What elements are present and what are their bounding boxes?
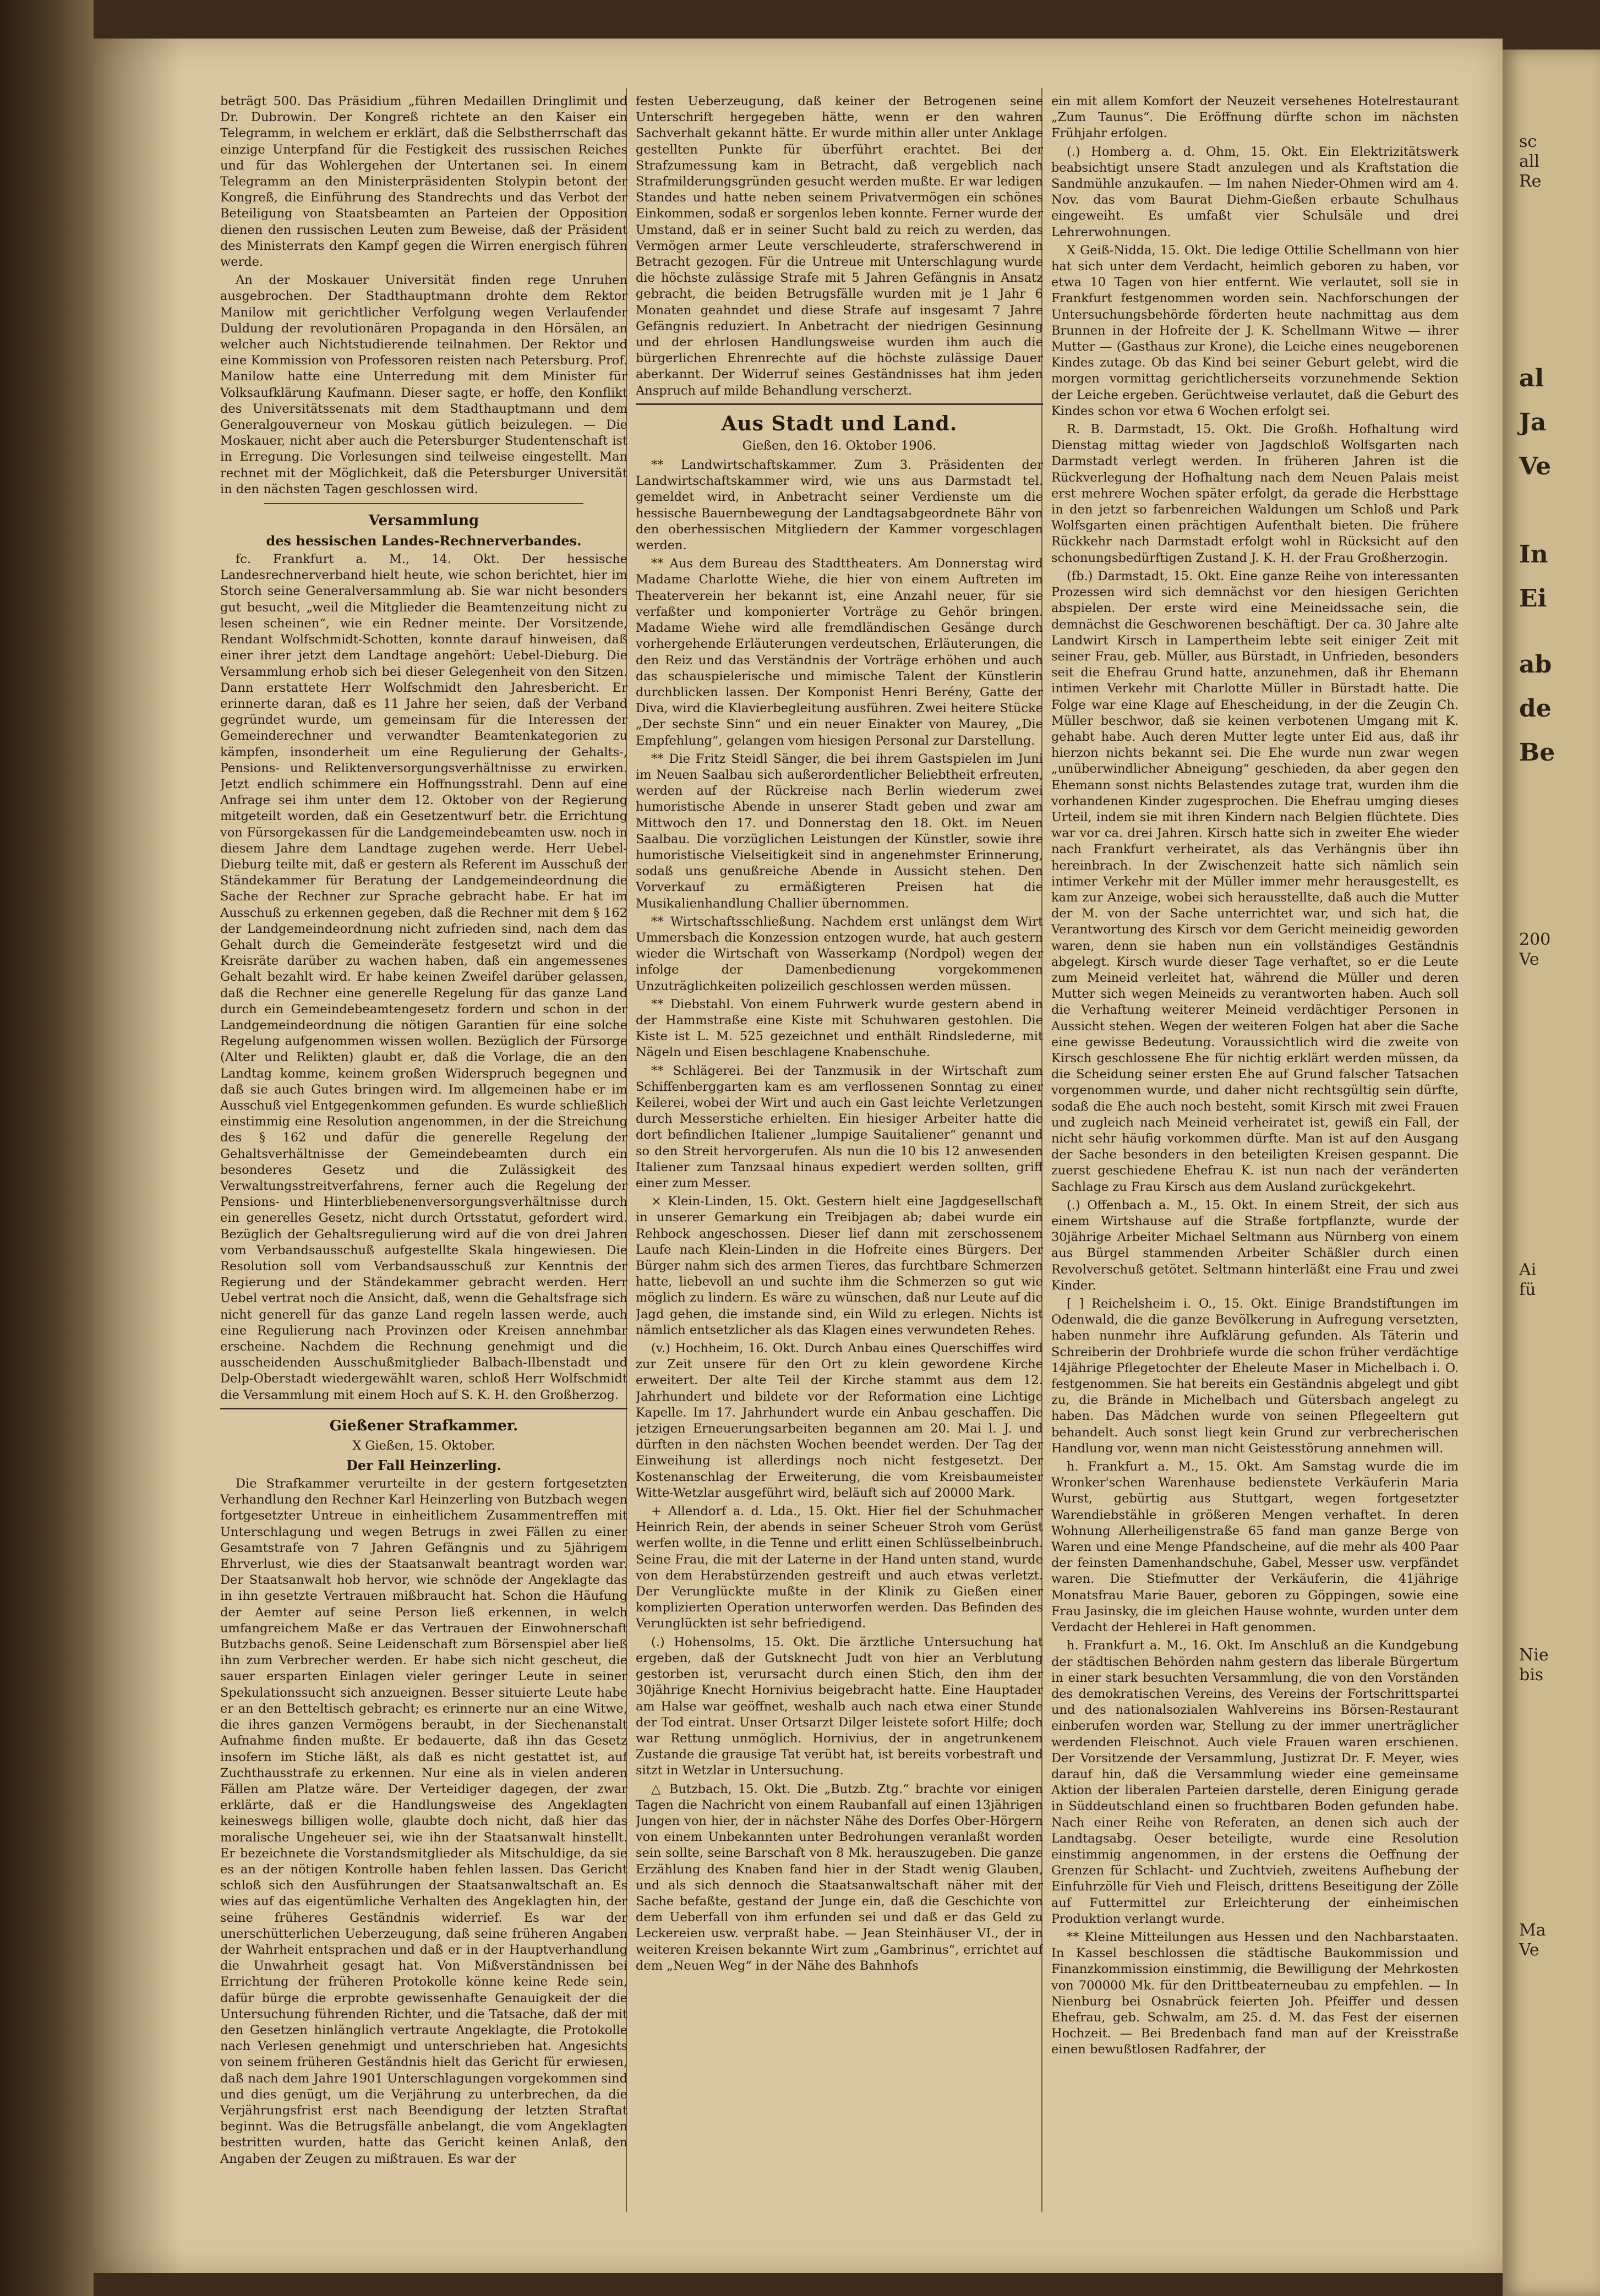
column-3 bbox=[1051, 94, 1459, 2201]
dateline: X Gießen, 15. Oktober. bbox=[352, 1438, 495, 1453]
news-item: ** Diebstahl. Von einem Fuhrwerk wurde gestern abend in der Hammstraße eine Kiste mit Schuhwaren gestohlen. Die Kiste ist L. M. 525 gezeichnet und enthält Rindslederne, mit Nägeln und Eisen beschlagene Knabenschuhe. bbox=[636, 997, 1043, 1060]
divider bbox=[636, 403, 1043, 405]
news-item: h. Frankfurt a. M., 15. Okt. Am Samstag wurde die im Wronker'schen Warenhause bedienstete Verkäuferin Maria Wurst, gebürtig aus Stuttgart, wegen fortgesetzter Warendiebstähle in größeren Mengen verhaftet. In deren Wohnung Allerheiligenstraße 65 fand man ganze Berge von Waren und eine Menge Pfandscheine, auf die mehr als 400 Paar der feinsten Damenhandschuhe, Gabel, Messer usw. verpfändet waren. Die Stiefmutter der Verkäuferin, die 41jährige Monatsfrau Marie Bauer, geboren zu Göppingen, sowie eine Frau Jasinsky, die im gleichen Hause wohnte, wurden unter dem Verdacht der Hehlerei in Haft genommen. bbox=[1051, 1459, 1459, 1635]
article-headline: Gießener Strafkammer. bbox=[329, 1417, 518, 1434]
dateline: Gießen, den 16. Oktober 1906. bbox=[742, 438, 937, 453]
divider bbox=[220, 1408, 627, 1409]
article-headline: Versammlung bbox=[368, 512, 479, 529]
news-item: (.) Offenbach a. M., 15. Okt. In einem Streit, der sich aus einem Wirtshause auf die Straße fortpflanzte, wurde der 30jährige Arbeiter Michael Seltmann aus Nürnberg von einem aus Bürgel stammenden Arbeiter Schäßler durch einen Revolverschuß getötet. Seltmann hinterläßt eine Frau und zwei Kinder. bbox=[1051, 1198, 1459, 1293]
article-subheadline: Der Fall Heinzerling. bbox=[346, 1457, 501, 1474]
article-text: beträgt 500. Das Präsidium „führen Medaillen Dringlimit und Dr. Dubrowin. Der Kongreß richtete an den Kaiser ein Telegramm, in welchem er erklärt, daß die Selbstherrschaft das einzige Unterpfand für die Festigkeit des russischen Reiches und für das Wohlergehen der Untertanen sei. In einem Telegramm an den Ministerpräsidenten Stolypin betont der Kongreß, die Einführung des Standrechts und das Verbot der Beteiligung von Staatsbeamten an Parteien der Opposition dienen den russischen Leuten zum Beweise, daß der Präsident des Ministerrats den Kampf gegen die Wirren energisch führen werde. bbox=[220, 94, 627, 270]
news-item: h. Frankfurt a. M., 16. Okt. Im Anschluß an die Kundgebung der städtischen Behörden nahm gestern das liberale Bürgertum in einer stark besuchten Versammlung, die von den Vorständen des demokratischen Vereins, des Vereins der Fortschrittspartei und des nationalsozialen Wahlvereins ins Börsen-Restaurant einberufen worden war, Stellung zu der immer unerträglicher werdenden Fleischnot. Auch viele Frauen waren erschienen. Der Vorsitzende der Versammlung, Justizrat Dr. F. Meyer, wies darauf hin, daß die Versammlung wieder eine gemeinsame Aktion der liberalen Parteien darstelle, deren Einigung gerade in Süddeutschland einen so fruchtbaren Boden gefunden habe. Nach einer Reihe von Referaten, an denen sich auch der Landtagsabg. Oeser beteiligte, wurde eine Resolution einstimmig angenommen, in der erstens die Oeffnung der Grenzen für Schlacht- und Zuchtvieh, zweitens Aufhebung der Einfuhrzölle für Vieh und Fleisch, drittens Beseitigung der Zölle auf Futtermittel zur Erleichterung der einheimischen Produktion verlangt wurde. bbox=[1051, 1638, 1459, 1926]
news-item: ** Kleine Mitteilungen aus Hessen und den Nachbarstaaten. In Kassel beschlossen die städtische Baukommission und Finanzkommission einstimmig, die Bewilligung der Mehrkosten von 700000 Mk. für den Drittbeaterneubau zu empfehlen. — In Nienburg bei Osnabrück feierten Joh. Pfeiffer und dessen Ehefrau, geb. Schwalm, am 25. d. M. das Fest der eisernen Hochzeit. — Bei Bredenbach fand man auf der Kreisstraße einen bewußtlosen Radfahrer, der bbox=[1051, 1929, 1459, 2057]
news-item: X Geiß-Nidda, 15. Okt. Die ledige Ottilie Schellmann von hier hat sich unter dem Verdacht, heimlich geboren zu haben, vor etwa 10 Tagen von hier entfernt. Wie verlautet, soll sie in Frankfurt festgenommen worden sein. Nachforschungen der Untersuchungsbehörde förderten heute nachmittag aus dem Brunnen in der Hofreite der J. K. Schellmann Witwe — ihrer Mutter — (Gasthaus zur Krone), die Leiche eines neugeborenen Kindes zutage. Ob das Kind bei seiner Geburt gelebt, wird die morgen vormittag gerichtlicherseits vorzunehmende Sektion der Leiche ergeben. Gerüchtweise verlautet, daß die Geburt des Kindes schon vor etwa 6 Wochen erfolgt sei. bbox=[1051, 243, 1459, 418]
news-item: ** Die Fritz Steidl Sänger, die bei ihrem Gastspielen im Juni im Neuen Saalbau sich außerordentlicher Beliebtheit erfreuten, werden auf der Rückreise nach Berlin wiederum zwei humoristische Abende in unserer Stadt geben und zwar am Mittwoch den 17. und Donnerstag den 18. Okt. im Neuen Saalbau. Die vorzüglichen Leistungen der Künstler, sowie ihre humoristische Vielseitigkeit sind in angenehmster Erinnerung, sodaß uns genußreiche Abende in Aussicht stehen. Den Vorverkauf zu ermäßigteren Preisen hat die Musikalienhandlung Challier übernommen. bbox=[636, 751, 1043, 911]
article-text: fc. Frankfurt a. M., 14. Okt. Der hessische Landesrechnerverband hielt heute, wie schon berichtet, hier im Storch seine Generalversammlung ab. Sie war nicht besonders gut besucht, „weil die Mitglieder die Beamtenzeitung nicht zu lesen scheinen“, wie ein Redner meinte. Der Vorsitzende, Rendant Wolfschmidt-Schotten, konnte darauf hinweisen, daß einer ihrer jetzt dem Landtage angehört: Uebel-Dieburg. Die Versammlung erhob sich bei dieser Gelegenheit von den Sitzen. Dann erstattete Herr Wolfschmidt den Jahresbericht. Er erinnerte daran, daß es 11 Jahre her seien, daß der Verband gegründet wurde, um gemeinsam für die Interessen der Gemeinderechner und verwandter Beamtenkategorien zu kämpfen, insonderheit um eine Regulierung der Gehalts-, Pensions- und Reliktenversorgungsverhältnisse zu erwirken. Jetzt endlich schimmere ein Hoffnungsstrahl. Denn auf eine Anfrage sei ihm unter dem 12. Oktober von der Regierung mitgeteilt worden, daß ein Gesetzentwurf betr. die Errichtung von Fürsorgekassen für die Landgemeindebeamten usw. noch in diesem Jahre dem Landtage zugehen werde. Herr Uebel-Dieburg teilte mit, daß er gestern als Referent im Ausschuß der Ständekammer für Beratung der Landgemeindeordnung die Sache der Rechner zur Sprache gebracht habe. Er hat im Ausschuß zu erkennen gegeben, daß die Rechner mit dem § 162 der Landgemeindeordnung nicht zufrieden sind, nach dem das Gehalt durch die Gemeinderäte festgesetzt wird und die Kreisräte darüber zu wachen haben, daß ein angemessenes Gehalt bezahlt wird. Er habe keinen Zweifel darüber gelassen, daß die Rechner eine generelle Regelung für das ganze Land durch ein Gemeindebeamtengesetz fordern und schon in der Landgemeindeordnung die nötigen Garantien für eine solche Regelung aufgenommen wissen wollen. Bezüglich der Fürsorge (Alter und Relikten) glaubt er, daß die Vorlage, die an den Landtag komme, keinem großen Widerspruch begegnen und daß sie auch Gutes bringen wird. Im allgemeinen habe er im Ausschuß viel Entgegenkommen gefunden. Es wurde schließlich einstimmig eine Resolution angenommen, in der die Streichung des § 162 und dafür die generelle Regelung der Gehaltsverhältnisse der Gemeindebeamten durch ein besonderes Gesetz und die Zulässigkeit des Verwaltungsstreitverfahrens, ferner auch die Regelung der Pensions- und Hinterbliebenenversorgungsverhältnisse durch ein generelles Gesetz, nicht durch Ortsstatut, gefordert wird. Bezüglich der Gehaltsregulierung wird auf die von drei Jahren vom Verbandsausschuß aufgestellte Skala hingewiesen. Die Resolution soll vom Verbandsausschuß zur Kenntnis der Regierung und der Ständekammer gebracht werden. Herr Uebel vertrat noch die Ansicht, daß, wenn die Gehaltsfrage sich nicht generell für das ganze Land regeln lassen werde, auch eine Regulierung nach Provinzen oder Kreisen annehmbar erscheine. Nachdem die Rechnung genehmigt und die ausscheidenden Ausschußmitglieder Balbach-Ilbenstadt und Delp-Oberstadt wiedergewählt waren, schloß Herr Wolfschmidt die Versammlung mit einem Hoch auf S. K. H. den Großherzog. bbox=[220, 552, 627, 1402]
news-item: ** Landwirtschaftskammer. Zum 3. Präsidenten der Landwirtschaftskammer wird, wie uns aus Darmstadt tel. gemeldet wird, in Anbetracht seiner Verdienste um die hessische Bauernbewegung der Landtagsabgeordnete Bähr von den oberhessischen Mitgliedern der Kammer vorgeschlagen werden. bbox=[636, 458, 1043, 553]
adjacent-page-edge: sc all Re al Ja Ve In Ei ab de Be 200 Ve Ai fü Nie bis Ma Ve bbox=[1503, 50, 1600, 2296]
news-item: (v.) Hochheim, 16. Okt. Durch Anbau eines Querschiffes wird zur Zeit unsere für den Ort zu klein gewordene Kirche erweitert. Der alte Teil der Kirche stammt aus dem 12. Jahrhundert und bildete vor der Reformation eine Lichtige Kapelle. Im 17. Jahrhundert wurde ein Anbau geschaffen. Die jetzigen Erneuerungsarbeiten begannen am 20. Mai l. J. und dürften in den nächsten Wochen beendet werden. Der Tag der Einweihung ist allerdings noch nicht festgesetzt. Der Kostenanschlag der Erweiterung, die vom Kreisbaumeister Witte-Wetzlar ausgeführt wird, beläuft sich auf 20000 Mark. bbox=[636, 1341, 1043, 1500]
news-item: + Allendorf a. d. Lda., 15. Okt. Hier fiel der Schuhmacher Heinrich Rein, der abends in seiner Scheuer Stroh vom Gerüst werfen wollte, in die Tenne und erlitt einen Schlüsselbeinbruch. Seine Frau, die mit der Laterne in der Hand unten stand, wurde von dem Herabstürzenden gestreift und auch etwas verletzt. Der Verunglückte mußte in der Klinik zu Gießen einer komplizierten Operation unterworfen werden. Das Befinden des Verunglückten ist sehr befriedigend. bbox=[636, 1504, 1043, 1631]
news-item: R. B. Darmstadt, 15. Okt. Die Großh. Hofhaltung wird Dienstag mittag wieder von Jagdschloß Wolfsgarten nach Darmstadt verlegt werden. In früheren Jahren ist die Rückverlegung der Hofhaltung nach dem Neuen Palais meist erst mehrere Wochen später erfolgt, da gerade die Herbsttage in den jetzt so farbenreichen Waldungen um Schloß und Park Wolfsgarten einen prächtigen Aufenthalt bieten. Die frühere Rückkehr nach Darmstadt erfolgt wohl in Rücksicht auf den schonungsbedürftigen Zustand J. K. H. der Frau Großherzogin. bbox=[1051, 422, 1459, 565]
news-item: ** Wirtschaftsschließung. Nachdem erst unlängst dem Wirt Ummersbach die Konzession entzogen wurde, hat auch gestern wieder die Wirtschaft von Wasserkamp (Nordpol) wegen der infolge der Damenbedienung vorgekommenen Unzuträglichkeiten polizeilich geschlossen werden müssen. bbox=[636, 914, 1043, 993]
news-item: ein mit allem Komfort der Neuzeit versehenes Hotelrestaurant „Zum Taunus“. Die Eröffnung dürfte schon im nächsten Frühjahr erfolgen. bbox=[1051, 94, 1459, 141]
article-text: festen Ueberzeugung, daß keiner der Betrogenen seine Unterschrift hergegeben hätte, wenn er den wahren Sachverhalt gekannt hätte. Er wurde mithin aller unter Anklage gestellten Punkte für überführt erachtet. Bei der Strafzumessung kam in Betracht, daß vergeblich nach Strafmilderungsgründen gesucht werden mußte. Er war ledigen Standes und hatte neben seinem Privatvermögen ein schönes Einkommen, sodaß er sorgenlos leben konnte. Ferner wurde der Umstand, daß er in seiner Sucht bald zu reich zu werden, das Vermögen armer Leute verschleuderte, straferschwerend in Betracht gezogen. Für die Untreue mit Unterschlagung wurde die höchste zulässige Strafe mit 5 Jahren Gefängnis in Ansatz gebracht, die beiden Betrugsfälle wurden mit je 1 Jahr 6 Monaten geahndet und diese Strafe auf insgesamt 7 Jahre Gefängnis reduziert. In Anbetracht der niedrigen Gesinnung und der ehrlosen Handlungsweise wurden ihm auch die bürgerlichen Ehrenrechte auf die höchste zulässige Dauer aberkannt. Der Widerruf seines Geständnisses hat ihm jeden Anspruch auf milde Behandlung verscherzt. bbox=[636, 94, 1043, 398]
news-item: (fb.) Darmstadt, 15. Okt. Eine ganze Reihe von interessanten Prozessen wird sich demnächst vor den hiesigen Gerichten abspielen. Der erste wird eine Meineidssache sein, die demnächst die Geschworenen beschäftigt. Der ca. 30 Jahre alte Landwirt Kirsch in Lampertheim lebte seit einiger Zeit mit seiner Frau, geb. Müller, aus Bürstadt, in Unfrieden, besonders seit die Ehefrau Grund hatte, anzunehmen, daß ihr Ehemann intimen Verkehr mit Charlotte Müller in Bürstadt hatte. Die Folge war eine Klage auf Ehescheidung, in der die Zeugin Ch. Müller beschwor, daß sie keinen verbotenen Umgang mit K. gehabt habe. Auch deren Mutter legte unter Eid aus, daß ihr hierzon nichts bekannt sei. Die Ehe wurde nun zwar wegen „unüberwindlicher Abneigung“ geschieden, da aber gegen den Ehemann sonst nichts Belastendes zutage trat, wurden ihm die vorhandenen Kinder zugesprochen. Die Ehefrau umging dieses Urteil, indem sie mit ihren Kindern nach Belgien flüchtete. Dies war vor ca. drei Jahren. Kirsch hatte sich in zweiter Ehe wieder nach Frankfurt verheiratet, als das Verhängnis über ihn hereinbrach. In der Zwischenzeit hatte sich nämlich sein intimer Verkehr mit der Müller immer mehr herausgestellt, es kam zur Anzeige, wobei sich herausstellte, daß auch die Mutter der M. von der Sache unterrichtet war, und sich hat, die Verantwortung des Kirsch vor dem Gericht meineidig geworden waren, denn sie haben nun ein vollständiges Geständnis abgelegt. Kirsch wurde dieser Tage verhaftet, so er die Leute zum Meineid verleitet hat, während die Müller und deren Mutter sich wegen Meineids zu verantworten haben. Auch soll die Verhaftung weiterer Meineid verdächtiger Personen in Aussicht stehen. Wegen der weiteren Folgen hat aber die Sache eine gewisse Bedeutung. Voraussichtlich wird die zweite von Kirsch geschlossene Ehe für nichtig erklärt werden müssen, da die Scheidung seiner ersten Ehe auf Grund falscher Tatsachen vorgenommen wurde, und daher nicht rechtsgültig sein dürfte, sodaß die Ehe auch noch besteht, somit Kirsch mit zwei Frauen und zugleich nach Meineid verheiratet ist, gewiß ein Fall, der nicht sehr häufig vorkommen dürfte. Man ist auf den Ausgang der Sache besonders in den beteiligten Kreisen gespannt. Die zuerst geschiedene Ehefrau K. ist nun nach der veränderten Sachlage zu Frau Kirsch aus dem Ausland zurückgekehrt. bbox=[1051, 568, 1459, 1194]
news-item: △ Butzbach, 15. Okt. Die „Butzb. Ztg.“ brachte vor einigen Tagen die Nachricht von einem Raubanfall auf einen 13jährigen Jungen von hier, der in nächster Nähe des Dorfes Ober-Hörgern von einem Unbekannten unter Bedrohungen veranlaßt worden sein sollte, seine Barschaft von 8 Mk. herauszugeben. Die ganze Erzählung des Knaben fand hier in der Stadt wenig Glauben, und als sich dennoch die Staatsanwaltschaft näher mit der Sache befaßte, gestand der Junge ein, daß die Geschichte von dem Ueberfall von ihm erfunden sei und daß er das Geld zu Leckereien usw. verpraßt habe. — Jean Steinhäuser VI., der in weiteren Kreisen bekannte Wirt zum „Gambrinus“, errichtet auf dem „Neuen Weg“ in der Nähe des Bahnhofs bbox=[636, 1781, 1043, 1973]
news-item: (.) Homberg a. d. Ohm, 15. Okt. Ein Elektrizitätswerk beabsichtigt unsere Stadt anzulegen und als Kraftstation die Sandmühle anzukaufen. — Im nahen Nieder-Ohmen wird am 4. Nov. das vom Baurat Diehm-Gießen erbaute Schulhaus eingeweiht. Es umfaßt vier Schulsäle und drei Lehrerwohnungen. bbox=[1051, 144, 1459, 239]
column-2 bbox=[636, 94, 1043, 2201]
news-item: [ ] Reichelsheim i. O., 15. Okt. Einige Brandstiftungen im Odenwald, die die ganze Bevölkerung in Aufregung versetzten, haben nunmehr ihre Aufklärung gefunden. Als Täterin und Schreiberin der Drohbriefe wurde die schon früher verdächtige 14jährige Pflegetochter der Eheleute Maser in Michelbach i. O. festgenommen. Sie hat bereits ein Geständnis abgelegt und gibt zu, die Brände in Michelbach und Gütersbach angelegt zu haben. Das Mädchen wurde von seinen Pflegeeltern gut behandelt. Auch sonst liegt kein Grund zur verbrecherischen Handlung vor, wenn man nicht Geistesstörung annehmen will. bbox=[1051, 1297, 1459, 1456]
column-1 bbox=[220, 94, 627, 2201]
divider bbox=[264, 503, 583, 504]
news-item: ** Schlägerei. Bei der Tanzmusik in der Wirtschaft zum Schiffenberggarten kam es am verflossenen Sonntag zu einer Keilerei, wobei der Wirt und auch ein Gast leichte Verletzungen durch Messerstiche erhielten. Ein hiesiger Arbeiter hatte die dort befindlichen Italiener „lumpige Sauitaliener“ genannt und so den Streit hervorgerufen. Als nun die 10 bis 12 anwesenden Italiener zum Tanzsaal hinaus expediert werden sollten, griff einer zum Messer. bbox=[636, 1063, 1043, 1190]
book-binding bbox=[0, 0, 94, 2296]
section-headline: Aus Stadt und Land. bbox=[721, 412, 958, 435]
news-item: ** Aus dem Bureau des Stadttheaters. Am Donnerstag wird Madame Charlotte Wiehe, die hier von einem Auftreten im Theaterverein her bekannt ist, eine Anzahl neuer, für sie verfaßter und komponierter Vorträge zu Gehör bringen. Madame Wiehe wird alle fremdländischen Gesänge durch vorhergehende Erläuterungen verdeutschen, Erläuterungen, die den Reiz und das Verständnis der Vorträge erhöhen und auch das schauspielerische und mimische Talent der Künstlerin durchblicken lassen. Der Komponist Henri Berény, Gatte der Diva, wird die Klavierbegleitung ausführen. Zwei heitere Stücke „Der sechste Sinn“ und ein neuer Einakter von Maurey, „Die Empfehlung“, gelangen vom hiesigen Personal zur Darstellung. bbox=[636, 556, 1043, 748]
article-text: Die Strafkammer verurteilte in der gestern fortgesetzten Verhandlung den Rechner Karl Heinzerling von Butzbach wegen fortgesetzter Untreue in einheitlichem Zusammentreffen mit Unterschlagung und wegen Betrugs in zwei Fällen zu einer Gesamtstrafe von 7 Jahren Gefängnis und zu 5jährigem Ehrverlust, wie dies der Staatsanwalt beantragt worden war. Der Staatsanwalt hob hervor, wie schnöde der Angeklagte das in ihn gesetzte Vertrauen mißbraucht hat. Schon die Häufung der Aemter auf seine Person ließ erkennen, in welch umfangreichem Maße er das Vertrauen der Einwohnerschaft Butzbachs genoß. Seine Leidenschaft zum Börsenspiel aber ließ ihn zum Verbrecher werden. Er habe sich nicht gescheut, die sauer ersparten Einlagen vieler geringer Leute in seiner Spekulationssucht sich anzueignen. Besser situierte Leute habe er an den Betteltisch gebracht; es erinnerte nur an eine Witwe, die ihres ganzen Vermögens beraubt, in der Siechenanstalt Aufnahme finden mußte. Er bedauerte, daß ihn das Gesetz insofern im Stiche läßt, als daß es nicht gestattet ist, auf Zuchthausstrafe zu erkennen. Nur eine als in vielen anderen Fällen am Platze wäre. Der Verteidiger dagegen, der zwar erklärte, daß er die Handlungsweise des Angeklagten keineswegs billigen wolle, glaubte doch nicht, daß hier das moralische Ungeheuer sei, wie ihn der Staatsanwalt hinstellt. Er bezeichnete die Vorstandsmitglieder als Mitschuldige, da sie es an der nötigen Kontrolle haben fehlen lassen. Das Gericht schloß sich den Ausführungen der Staatsanwaltschaft an. Es wies auf das eigentümliche Verhalten des Angeklagten hin, der seine früheres Geständnis widerrief. Es war der unerschütterlichen Ueberzeugung, daß seine früheren Angaben der Wahrheit entsprachen und daß er in der Hauptverhandlung die Unwahrheit gesagt hat. Von Mißverständnissen bei Errichtung der früheren Protokolle könne keine Rede sein, dafür bürge die erprobte gewissenhafte Genauigkeit der die Untersuchung führenden Richter, und die Tatsache, daß der mit den Gesetzen hinlänglich vertraute Angeklagte, die Protokolle nach Verlesen genehmigt und unterschrieben hat. Angesichts von seinem früheren Geständnis hielt das Gericht für erwiesen, daß nach dem Jahre 1901 Unterschlagungen vorgekommen sind und dies genügt, um die Verjährung zu unterbrechen, da die Verjährungsfrist erst nach Beendigung der letzten Straftat beginnt. Was die Betrugsfälle anbelangt, die vom Angeklagten bestritten wurden, hatte das Gericht keinen Anlaß, den Angaben der Zeugen zu mißtrauen. Es war der bbox=[220, 1477, 627, 2166]
article-subheadline: des hessischen Landes-Rechnerverbandes. bbox=[266, 533, 582, 549]
news-item: (.) Hohensolms, 15. Okt. Die ärztliche Untersuchung hat ergeben, daß der Gutsknecht Judt von hier an Verblutung gestorben ist, verursacht durch einen Stich, den ihm der 30jährige Knecht Hornivius beigebracht hatte. Eine Hauptader am Halse war geöffnet, weshalb auch nach etwa einer Stunde der Tod eintrat. Unser Ortsarzt Dilger leistete sofort Hilfe; doch war Rettung unmöglich. Hornivius, der in angetrunkenem Zustande die grausige Tat verübt hat, ist bereits vorbestraft und sitzt in Wetzlar in Untersuchung. bbox=[636, 1634, 1043, 1778]
article-text: An der Moskauer Universität finden rege Unruhen ausgebrochen. Der Stadthauptmann drohte dem Rektor Manilow mit gerichtlicher Verfolgung wegen Verlaufender Duldung der revolutionären Propaganda in den Hörsälen, an welcher auch Nichtstudierende teilnahmen. Der Rektor und eine Kommission von Professoren reisten nach Petersburg. Prof. Manilow hatte eine Unterredung mit dem Minister für Volksaufklärung Kaufmann. Dieser sagte, er hoffe, den Konflikt des Universitätssenats mit dem Stadthauptmann und dem Generalgouverneur von Moskau gütlich beizulegen. — Die Moskauer, nicht aber auch die Petersburger Studentenschaft ist in Erregung. Die Vorlesungen sind teilweise eingestellt. Man rechnet mit der Möglichkeit, daß die Petersburger Universität in den nächsten Tagen geschlossen wird. bbox=[220, 273, 627, 496]
page-gutter-shadow bbox=[94, 39, 182, 2273]
news-item: × Klein-Linden, 15. Okt. Gestern hielt eine Jagdgesellschaft in unserer Gemarkung ein Treibjagen ab; dabei wurde ein Rehbock angeschossen. Dieser lief dann mit zerschossenem Laufe nach Klein-Linden in die Hofreite eines Bürgers. Der Bürger nahm sich des armen Tieres, das furchtbare Schmerzen hatte, liebevoll an und suchte ihm die Schmerzen so gut wie möglich zu lindern. Es wäre zu wünschen, daß nur Leute auf die Jagd gehen, die imstande sind, ein Wild zu erlegen. Nichts ist nämlich entsetzlicher als das Klagen eines verwundeten Rehes. bbox=[636, 1194, 1043, 1337]
